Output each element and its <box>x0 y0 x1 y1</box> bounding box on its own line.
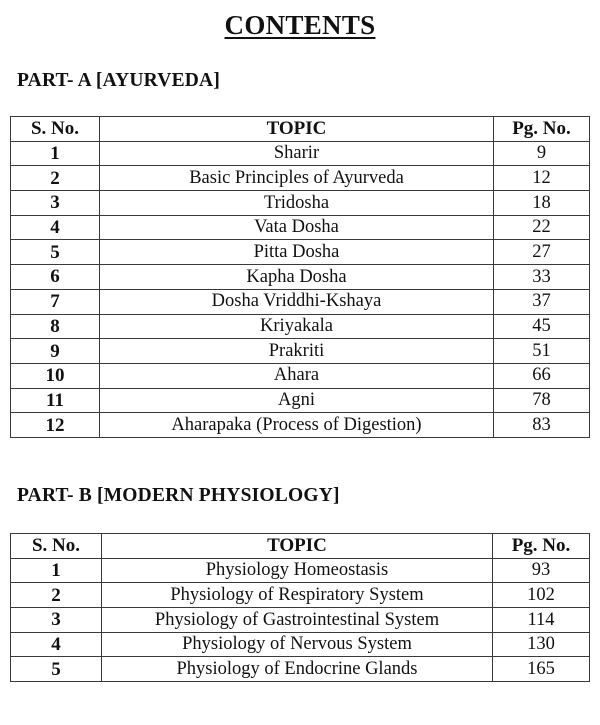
table-row <box>11 314 590 339</box>
table-row <box>11 413 590 438</box>
topic-cell: Basic Principles of Ayurveda <box>100 166 494 191</box>
sno-cell: 7 <box>11 289 100 314</box>
page-number-cell: 51 <box>494 339 590 364</box>
sno-cell: 9 <box>11 339 100 364</box>
page-number-cell: 78 <box>494 388 590 413</box>
page-number-cell: 37 <box>494 289 590 314</box>
table-row <box>11 608 590 633</box>
sno-cell: 1 <box>11 558 102 583</box>
topic-cell: Agni <box>100 388 494 413</box>
topic-cell: Physiology of Nervous System <box>102 632 493 657</box>
sno-cell: 3 <box>11 608 102 633</box>
contents-title-text: CONTENTS <box>224 10 376 40</box>
topic-cell: Kriyakala <box>100 314 494 339</box>
sno-cell: 4 <box>11 632 102 657</box>
table-row <box>11 265 590 290</box>
table-row <box>11 289 590 314</box>
page-number-cell: 130 <box>493 632 590 657</box>
page-number-cell: 22 <box>494 215 590 240</box>
topic-cell: Pitta Dosha <box>100 240 494 265</box>
table-row <box>11 141 590 166</box>
table-header-row <box>11 534 590 559</box>
table-row <box>11 191 590 216</box>
topic-cell: Physiology of Endocrine Glands <box>102 657 493 682</box>
table-row <box>11 583 590 608</box>
table-row <box>11 363 590 388</box>
sno-cell: 11 <box>11 388 100 413</box>
page-number-cell: 27 <box>494 240 590 265</box>
topic-cell: Physiology Homeostasis <box>102 558 493 583</box>
sno-cell: 1 <box>11 141 100 166</box>
topic-cell: Vata Dosha <box>100 215 494 240</box>
topic-cell: Prakriti <box>100 339 494 364</box>
table-header-row <box>11 117 590 142</box>
table-row <box>11 558 590 583</box>
sno-cell: 12 <box>11 413 100 438</box>
topic-cell: Kapha Dosha <box>100 265 494 290</box>
sno-cell: 3 <box>11 191 100 216</box>
topic-cell: Ahara <box>100 363 494 388</box>
topic-cell: Aharapaka (Process of Digestion) <box>100 413 494 438</box>
sno-cell: 6 <box>11 265 100 290</box>
sno-cell: 4 <box>11 215 100 240</box>
part-a-body <box>11 141 590 437</box>
part-a-table <box>10 116 590 438</box>
page-number-cell: 83 <box>494 413 590 438</box>
page-number-cell: 9 <box>494 141 590 166</box>
sno-cell: 8 <box>11 314 100 339</box>
table-row <box>11 240 590 265</box>
part-b-body <box>11 558 590 681</box>
part-b-table <box>10 533 590 682</box>
header-sno: S. No. <box>11 534 102 559</box>
topic-cell: Tridosha <box>100 191 494 216</box>
page-number-cell: 102 <box>493 583 590 608</box>
table-row <box>11 215 590 240</box>
page-number-cell: 45 <box>494 314 590 339</box>
table-row <box>11 657 590 682</box>
topic-cell: Dosha Vriddhi-Kshaya <box>100 289 494 314</box>
sno-cell: 10 <box>11 363 100 388</box>
header-topic: TOPIC <box>100 117 494 142</box>
table-row <box>11 339 590 364</box>
table-row <box>11 166 590 191</box>
contents-title <box>0 10 600 41</box>
page-number-cell: 66 <box>494 363 590 388</box>
page-number-cell: 12 <box>494 166 590 191</box>
page-number-cell: 114 <box>493 608 590 633</box>
sno-cell: 2 <box>11 166 100 191</box>
topic-cell: Physiology of Respiratory System <box>102 583 493 608</box>
topic-cell: Sharir <box>100 141 494 166</box>
topic-cell: Physiology of Gastrointestinal System <box>102 608 493 633</box>
part-b-heading: PART- B [MODERN PHYSIOLOGY] <box>17 485 340 506</box>
table-row <box>11 632 590 657</box>
sno-cell: 2 <box>11 583 102 608</box>
header-page: Pg. No. <box>494 117 590 142</box>
header-sno: S. No. <box>11 117 100 142</box>
part-a-heading: PART- A [AYURVEDA] <box>17 70 221 91</box>
page-number-cell: 33 <box>494 265 590 290</box>
header-topic: TOPIC <box>102 534 493 559</box>
header-page: Pg. No. <box>493 534 590 559</box>
page-number-cell: 18 <box>494 191 590 216</box>
sno-cell: 5 <box>11 657 102 682</box>
page-number-cell: 165 <box>493 657 590 682</box>
sno-cell: 5 <box>11 240 100 265</box>
table-row <box>11 388 590 413</box>
page-number-cell: 93 <box>493 558 590 583</box>
